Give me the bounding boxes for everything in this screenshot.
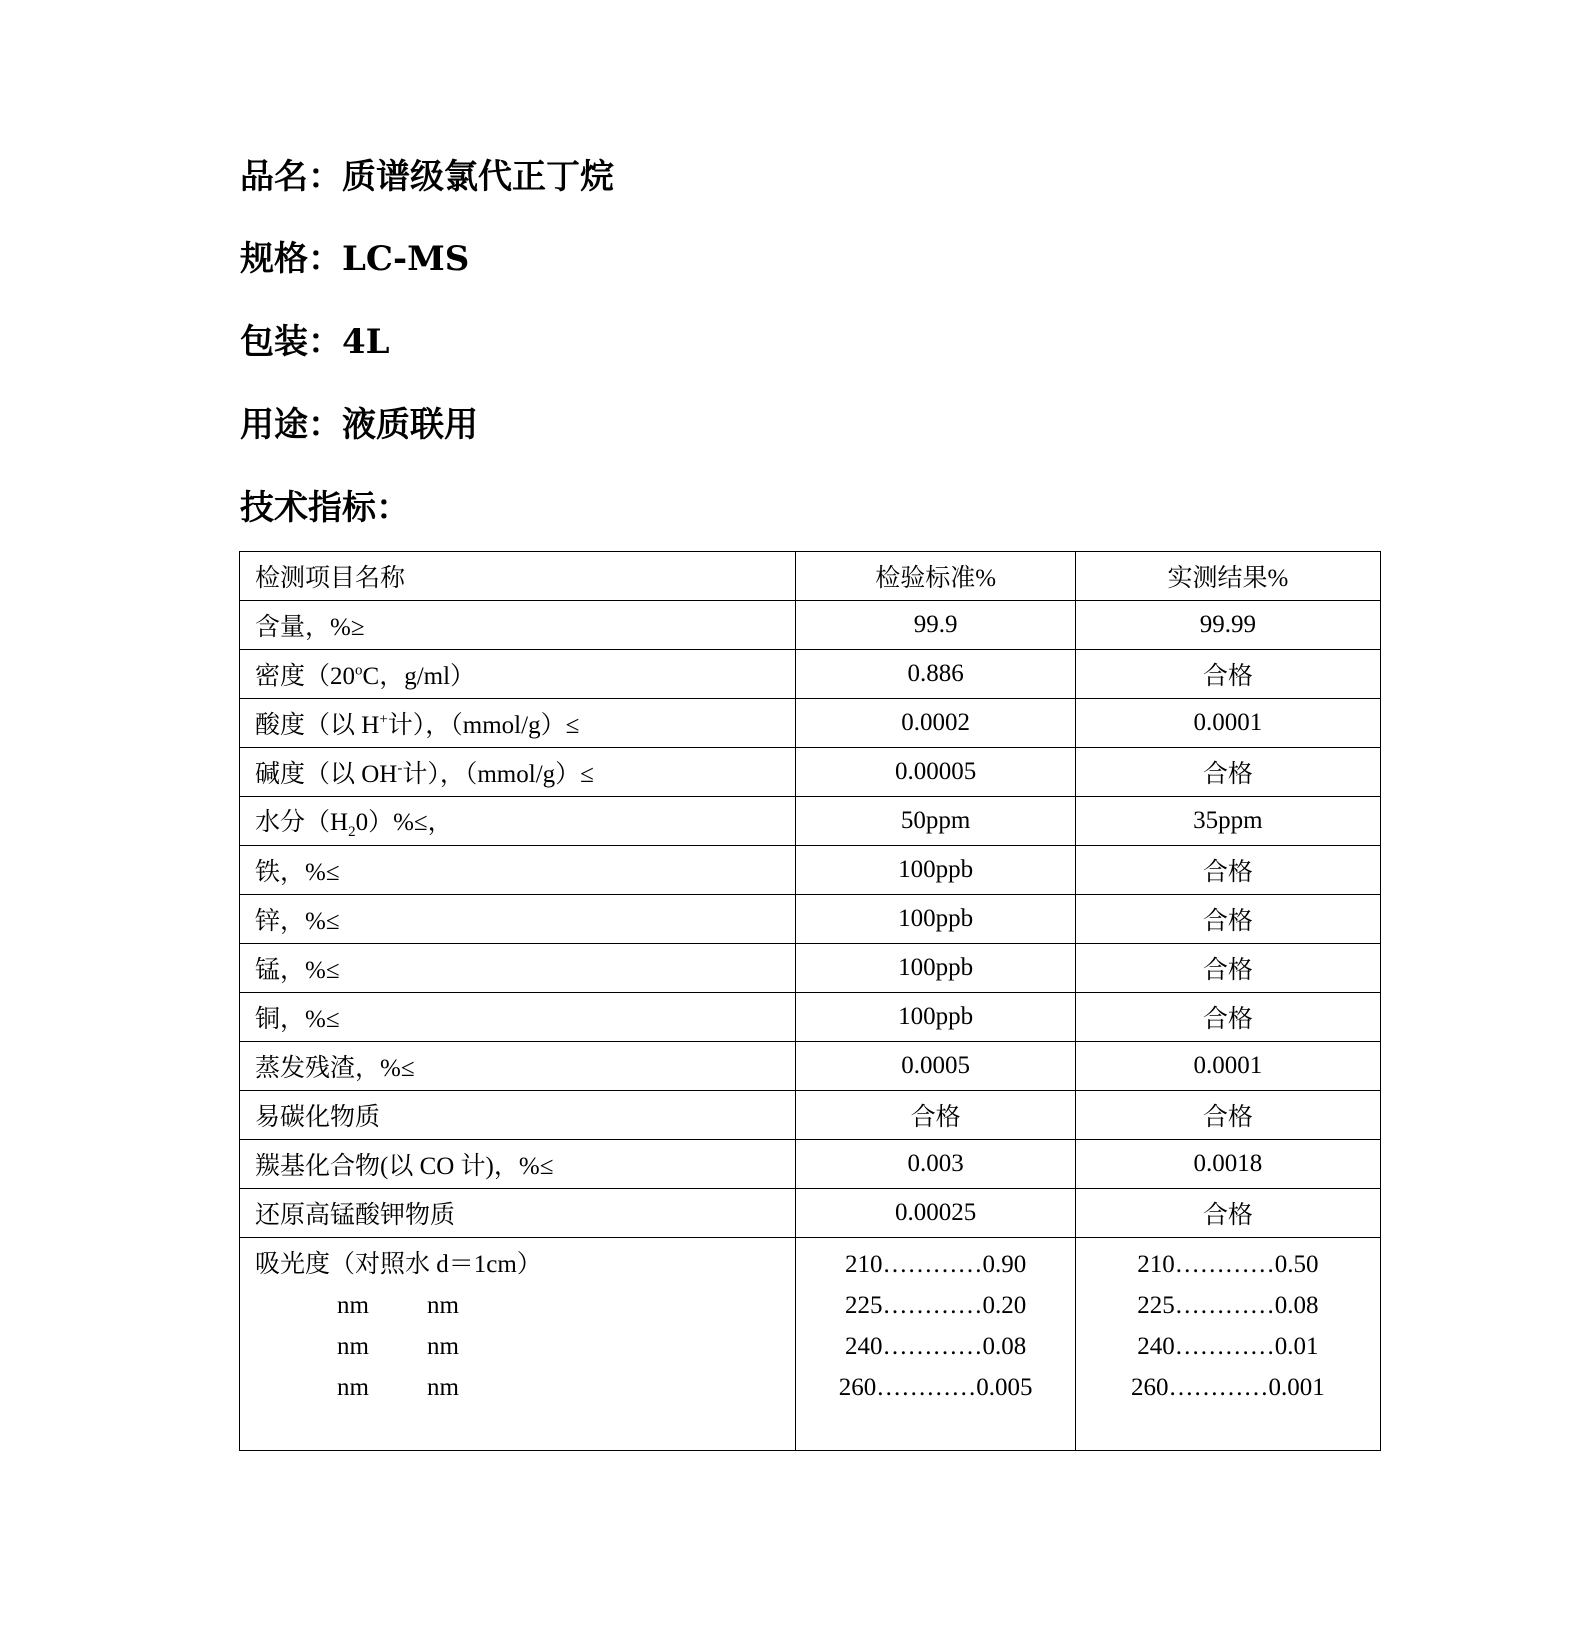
item-name-cell: [240, 650, 796, 699]
table-row: [240, 1189, 1381, 1238]
use-value: 液质联用: [342, 405, 478, 445]
item-name-cell: [240, 993, 796, 1042]
absorbance-unit: nm: [337, 1333, 369, 1360]
standard-value: 0.886: [796, 650, 1075, 699]
product-name-value: 质谱级氯代正丁烷: [342, 157, 614, 197]
item-name: 还原高锰酸钾物质: [255, 1202, 456, 1229]
absorbance-unit-row: [255, 1285, 780, 1326]
standard-value: 合格: [796, 1091, 1075, 1140]
result-value: 合格: [1075, 1091, 1380, 1140]
table-row: [240, 846, 1381, 895]
absorbance-standard-cell: [796, 1238, 1075, 1451]
table-row: [240, 895, 1381, 944]
standard-value: 0.0005: [796, 1042, 1075, 1091]
use-label: 用途：: [240, 405, 342, 445]
result-value: 合格: [1075, 1189, 1380, 1238]
item-name-cell: [240, 748, 796, 797]
header-item-name: 检测项目名称: [240, 552, 796, 601]
table-row: [240, 1140, 1381, 1189]
absorbance-row: [240, 1238, 1381, 1451]
spec-line: [240, 239, 469, 279]
result-value: 0.0001: [1075, 699, 1380, 748]
tech-spec-label: 技术指标：: [240, 488, 410, 528]
result-value: 合格: [1075, 748, 1380, 797]
absorbance-unit: nm: [337, 1292, 369, 1319]
item-name-cell: [240, 699, 796, 748]
table-row: [240, 1091, 1381, 1140]
table-row: [240, 650, 1381, 699]
result-value: 0.0018: [1075, 1140, 1380, 1189]
spec-label: 规格：: [240, 239, 342, 279]
item-name-superscript: -: [397, 760, 403, 777]
absorbance-result-line: 225…………0.08: [1137, 1292, 1319, 1319]
standard-value: 100ppb: [796, 993, 1075, 1042]
item-name-cell: [240, 1189, 796, 1238]
item-name: 锰，%≤: [255, 957, 340, 984]
absorbance-result-line: 260…………0.001: [1130, 1374, 1325, 1401]
product-name-label: 品名：: [240, 157, 342, 197]
item-name-tail: C，g/ml）: [362, 663, 476, 690]
table-row: [240, 601, 1381, 650]
table-row: [240, 944, 1381, 993]
result-value: 合格: [1075, 993, 1380, 1042]
item-name-cell: [240, 797, 796, 846]
absorbance-result-cell: [1075, 1238, 1380, 1451]
table-header-row: [240, 552, 1381, 601]
item-name-superscript: +: [379, 711, 388, 728]
table-row: [240, 699, 1381, 748]
item-name-cell: [240, 895, 796, 944]
item-name-tail: 计），（mmol/g）≤: [402, 761, 594, 788]
item-name-cell: [240, 1140, 796, 1189]
result-value: 35ppm: [1075, 797, 1380, 846]
absorbance-unit: nm: [427, 1292, 459, 1319]
standard-value: 0.003: [796, 1140, 1075, 1189]
table-row: [240, 797, 1381, 846]
item-name: 密度（20: [255, 663, 356, 690]
item-name: 含量，%≥: [255, 614, 365, 641]
item-name-tail: 0）%≤，: [355, 808, 453, 836]
package-line: [240, 322, 390, 362]
absorbance-unit-row: [255, 1326, 780, 1367]
table-row: [240, 1042, 1381, 1091]
absorbance-unit: nm: [427, 1374, 459, 1401]
standard-value: 100ppb: [796, 846, 1075, 895]
standard-value: 0.00005: [796, 748, 1075, 797]
absorbance-unit-row: [255, 1367, 780, 1408]
absorbance-name: 吸光度（对照水 d＝1cm）: [255, 1251, 542, 1278]
standard-value: 0.0002: [796, 699, 1075, 748]
product-name-line: [240, 157, 614, 197]
result-value: 合格: [1075, 846, 1380, 895]
item-name-cell: [240, 601, 796, 650]
absorbance-standard-line: 210…………0.90: [844, 1251, 1027, 1278]
item-name: 羰基化合物(以 CO 计)，%≤: [255, 1153, 554, 1180]
absorbance-result-line: 210…………0.50: [1137, 1251, 1319, 1278]
absorbance-name-cell: [240, 1238, 796, 1451]
item-name-superscript: o: [355, 662, 363, 679]
package-value: 4L: [342, 322, 390, 362]
package-label: 包装：: [240, 322, 342, 362]
item-name: 铁，%≤: [255, 859, 340, 886]
item-name: 易碳化物质: [255, 1104, 381, 1131]
standard-value: 0.00025: [796, 1189, 1075, 1238]
header-standard: 检验标准%: [796, 552, 1075, 601]
standard-value: 99.9: [796, 601, 1075, 650]
use-line: [240, 405, 478, 445]
item-name-cell: [240, 1091, 796, 1140]
header-result: 实测结果%: [1075, 552, 1380, 601]
item-name-tail: 计），（mmol/g）≤: [387, 712, 580, 739]
table-row: [240, 748, 1381, 797]
item-name: 水分（H: [255, 808, 349, 836]
standard-value: 100ppb: [796, 895, 1075, 944]
item-name: 铜，%≤: [255, 1006, 340, 1033]
item-name: 酸度（以 H: [255, 712, 380, 739]
item-name-subscript: 2: [348, 823, 356, 840]
item-name: 锌，%≤: [255, 908, 340, 935]
result-value: 合格: [1075, 650, 1380, 699]
spec-table: [239, 551, 1381, 1451]
tech-spec-heading: [240, 488, 410, 528]
table-row: [240, 993, 1381, 1042]
absorbance-unit: nm: [337, 1374, 369, 1401]
absorbance-standard-line: 225…………0.20: [844, 1292, 1027, 1319]
item-name-cell: [240, 846, 796, 895]
standard-value: 50ppm: [796, 797, 1075, 846]
standard-value: 100ppb: [796, 944, 1075, 993]
result-value: 99.99: [1075, 601, 1380, 650]
absorbance-result-line: 240…………0.01: [1137, 1333, 1319, 1360]
result-value: 0.0001: [1075, 1042, 1380, 1091]
item-name: 蒸发残渣，%≤: [255, 1055, 415, 1082]
result-value: 合格: [1075, 895, 1380, 944]
absorbance-standard-line: 240…………0.08: [844, 1333, 1027, 1360]
item-name-cell: [240, 944, 796, 993]
absorbance-standard-line: 260…………0.005: [838, 1374, 1033, 1401]
spec-value: LC-MS: [342, 239, 470, 279]
result-value: 合格: [1075, 944, 1380, 993]
absorbance-unit: nm: [427, 1333, 459, 1360]
item-name: 碱度（以 OH: [255, 761, 398, 788]
item-name-cell: [240, 1042, 796, 1091]
